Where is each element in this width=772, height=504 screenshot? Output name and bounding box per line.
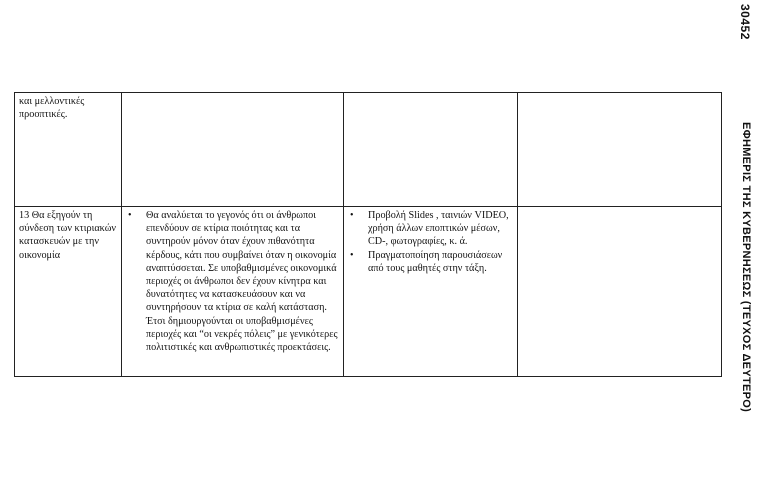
methods-cell xyxy=(344,207,518,377)
bullet-icon: • xyxy=(350,210,354,221)
methods-list xyxy=(348,209,513,275)
methods-text: Πραγματοποίηση παρουσιάσεων από τους μαθητές στην τάξη. xyxy=(368,249,503,274)
table-row xyxy=(15,207,722,377)
content-list xyxy=(126,209,339,354)
topic-cell xyxy=(15,207,122,377)
curriculum-table xyxy=(14,92,722,377)
list-item xyxy=(348,249,513,275)
methods-text: Προβολή Slides , ταινιών VIDEO, χρήση άλλων εποπτικών μέσων, CD-, φωτογραφίες, κ. ά. xyxy=(368,210,509,248)
table-row xyxy=(15,93,722,207)
topic-text: 13 Θα εξηγούν τη σύνδεση των κτιριακών κατασκευών με την οικονομία xyxy=(19,210,117,261)
gazette-title: ΕΦΗΜΕΡΙΣ ΤΗΣ ΚΥΒΕΡΝΗΣΕΩΣ (ΤΕΥΧΟΣ ΔΕΥΤΕΡΟ) xyxy=(740,122,752,413)
list-item xyxy=(126,209,339,354)
topic-text: και μελλοντικές προοπτικές. xyxy=(19,96,85,121)
content-cell xyxy=(122,93,344,207)
list-item xyxy=(348,209,513,249)
page-number: 30452 xyxy=(738,4,752,40)
content-text: Θα αναλύεται το γεγονός ότι οι άνθρωποι επενδύουν σε κτίρια ποιότητας και τα συντηρούν μόνον όταν έχουν πιθανότητα κέρδους, κάτι που συμβαίνει όταν η οικονομία αναπτύσσεται. Σε υποβαθμισμένες οικονομικά περιοχές οι άνθρωποι δεν έχουν κίνητρα και δυνατότητες να κατασκευάσουν και να συντηρήσουν τα κτίρια σε καλή κατάσταση. Έτσι δημιουργούνται οι υποβαθμισμένες περιοχές και “οι νεκρές πόλεις” με γενικότερες πολιτιστικές και ανθρωπιστικές προεκτάσεις. xyxy=(146,210,338,354)
running-header xyxy=(736,4,766,500)
bullet-icon: • xyxy=(128,210,132,221)
notes-cell xyxy=(518,93,722,207)
methods-cell xyxy=(344,93,518,207)
notes-cell xyxy=(518,207,722,377)
bullet-icon: • xyxy=(350,249,354,261)
content-cell xyxy=(122,207,344,377)
topic-cell xyxy=(15,93,122,207)
